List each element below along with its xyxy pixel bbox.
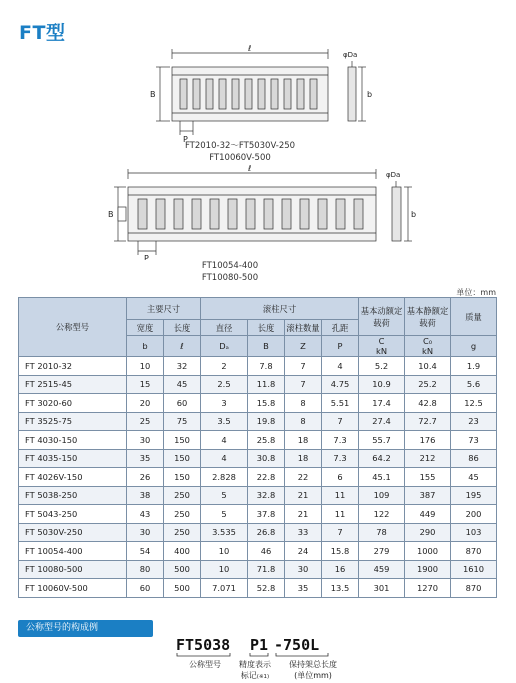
table-row [19, 431, 497, 450]
table-cell: 1900 [405, 560, 451, 579]
unit-mass: g [451, 336, 497, 357]
table-cell: 11 [322, 505, 359, 524]
table-cell: 5.6 [451, 375, 497, 394]
dim-b-label: B [108, 210, 114, 219]
table-cell: 5.2 [359, 357, 405, 376]
example-note-mark: (※1) [256, 674, 270, 680]
table-cell: 25.2 [405, 375, 451, 394]
table-cell: 30.8 [248, 449, 285, 468]
col-model: 公称型号 [19, 298, 127, 357]
table-cell-model: FT 10060V-500 [19, 579, 127, 598]
sym-c0-text: C₀ [422, 336, 433, 346]
dim-b-small-label: b [411, 210, 417, 219]
table-cell: 195 [451, 486, 497, 505]
example-code-length: -750L [274, 636, 320, 654]
table-cell: 155 [405, 468, 451, 487]
table-cell: 1610 [451, 560, 497, 579]
table-cell-model: FT 2010-32 [19, 357, 127, 376]
sym-da: Dₐ [201, 336, 248, 357]
table-cell: 26 [127, 468, 164, 487]
drawing1-caption-line2: FT10060V-500 [209, 153, 271, 163]
table-cell-model: FT 2515-45 [19, 375, 127, 394]
table-cell: 26.8 [248, 523, 285, 542]
table-row [19, 486, 497, 505]
col-roller-dims: 滚柱尺寸 [201, 298, 359, 320]
table-cell: 10.9 [359, 375, 405, 394]
table-cell: 4 [201, 431, 248, 450]
table-cell: 71.8 [248, 560, 285, 579]
example-label-length [280, 659, 346, 681]
table-cell: 5 [201, 486, 248, 505]
page-title: FT型 [19, 22, 66, 44]
table-cell: 7.3 [322, 449, 359, 468]
table-cell: 46 [248, 542, 285, 561]
table-cell-model: FT 4026V-150 [19, 468, 127, 487]
table-row [19, 375, 497, 394]
table-cell: 52.8 [248, 579, 285, 598]
table-cell-model: FT 5038-250 [19, 486, 127, 505]
table-cell: 870 [451, 579, 497, 598]
drawing1-caption [150, 140, 330, 164]
table-row [19, 542, 497, 561]
table-row [19, 357, 497, 376]
col-basic-dynamic: 基本动额定载荷 [359, 298, 405, 336]
table-cell: 250 [164, 486, 201, 505]
table-cell: 42.8 [405, 394, 451, 413]
table-cell: 25 [127, 412, 164, 431]
table-cell: 60 [127, 579, 164, 598]
table-cell: 80 [127, 560, 164, 579]
table-cell: 150 [164, 449, 201, 468]
table-cell: 1000 [405, 542, 451, 561]
table-cell: 2 [201, 357, 248, 376]
table-cell: 4 [201, 449, 248, 468]
table-cell: 150 [164, 431, 201, 450]
table-cell: 250 [164, 505, 201, 524]
table-cell-model: FT 10080-500 [19, 560, 127, 579]
dim-p-label: P [144, 254, 149, 260]
table-cell: 30 [127, 523, 164, 542]
table-cell: 122 [359, 505, 405, 524]
table-cell: 21 [285, 505, 322, 524]
table-cell: 500 [164, 560, 201, 579]
table-cell: 73 [451, 431, 497, 450]
table-cell: 38 [127, 486, 164, 505]
table-cell: 8 [285, 412, 322, 431]
sym-c [359, 336, 405, 357]
table-cell: 17.4 [359, 394, 405, 413]
unit-c: kN [376, 346, 388, 356]
table-row [19, 449, 497, 468]
table-cell: 5 [201, 505, 248, 524]
table-cell: 30 [127, 431, 164, 450]
col-main-dims: 主要尺寸 [127, 298, 201, 320]
table-row [19, 579, 497, 598]
table-row [19, 505, 497, 524]
table-cell-model: FT 5043-250 [19, 505, 127, 524]
col-count: 滚柱数量 [285, 320, 322, 336]
table-cell: 10 [127, 357, 164, 376]
table-cell: 15 [127, 375, 164, 394]
table-cell: 4.75 [322, 375, 359, 394]
table-cell: 870 [451, 542, 497, 561]
table-cell: 43 [127, 505, 164, 524]
col-roller-length: 长度 [248, 320, 285, 336]
table-cell: 15.8 [248, 394, 285, 413]
table-row [19, 523, 497, 542]
table-cell: 212 [405, 449, 451, 468]
dim-p-label: P [183, 135, 188, 144]
table-cell: 15.8 [322, 542, 359, 561]
drawing2-caption-line1: FT10054-400 [201, 261, 259, 271]
spec-table [18, 297, 497, 598]
table-cell: 72.7 [405, 412, 451, 431]
table-cell: 1270 [405, 579, 451, 598]
table-cell: 35 [285, 579, 322, 598]
table-cell: 400 [164, 542, 201, 561]
table-cell-model: FT 3525-75 [19, 412, 127, 431]
table-cell: 200 [451, 505, 497, 524]
table-cell: 13.5 [322, 579, 359, 598]
col-mass: 质量 [451, 298, 497, 336]
table-cell: 7 [285, 375, 322, 394]
table-cell: 27.4 [359, 412, 405, 431]
sym-B: B [248, 336, 285, 357]
table-cell: 25.8 [248, 431, 285, 450]
table-cell: 54 [127, 542, 164, 561]
table-cell: 86 [451, 449, 497, 468]
table-cell: 20 [127, 394, 164, 413]
table-cell-model: FT 4030-150 [19, 431, 127, 450]
unit-note: 单位：mm [456, 288, 496, 297]
dim-da-label: φDa [343, 51, 358, 59]
table-cell: 23 [451, 412, 497, 431]
spec-table-body [19, 357, 497, 598]
table-cell: 3.5 [201, 412, 248, 431]
col-width: 宽度 [127, 320, 164, 336]
example-code-model: FT5038 [176, 636, 231, 654]
table-cell: 3.535 [201, 523, 248, 542]
table-cell: 1.9 [451, 357, 497, 376]
col-pitch: 孔距 [322, 320, 359, 336]
table-cell: 45.1 [359, 468, 405, 487]
table-cell: 11.8 [248, 375, 285, 394]
table-cell: 19.8 [248, 412, 285, 431]
table-cell: 301 [359, 579, 405, 598]
example-label-length-line1: 保持架总长度 [289, 660, 337, 669]
table-cell: 7 [285, 357, 322, 376]
sym-l: ℓ [164, 336, 201, 357]
table-cell: 60 [164, 394, 201, 413]
ft-cage-drawing-small [150, 45, 380, 145]
table-cell: 7.071 [201, 579, 248, 598]
unit-c0: kN [422, 346, 434, 356]
table-cell: 387 [405, 486, 451, 505]
table-cell: 18 [285, 449, 322, 468]
table-row [19, 412, 497, 431]
dim-b-small-label: b [367, 90, 373, 99]
example-label-length-line2: (单位mm) [294, 671, 332, 680]
table-cell: 33 [285, 523, 322, 542]
table-cell: 8 [285, 394, 322, 413]
table-cell: 5.51 [322, 394, 359, 413]
table-cell: 22.8 [248, 468, 285, 487]
table-cell: 22 [285, 468, 322, 487]
sym-b: b [127, 336, 164, 357]
col-basic-static: 基本静额定载荷 [405, 298, 451, 336]
sym-c0 [405, 336, 451, 357]
table-cell-model: FT 4035-150 [19, 449, 127, 468]
table-cell: 55.7 [359, 431, 405, 450]
table-cell-model: FT 5030V-250 [19, 523, 127, 542]
table-cell: 78 [359, 523, 405, 542]
table-cell: 45 [451, 468, 497, 487]
sym-p: P [322, 336, 359, 357]
table-cell-model: FT 3020-60 [19, 394, 127, 413]
table-cell: 12.5 [451, 394, 497, 413]
table-cell: 24 [285, 542, 322, 561]
table-cell: 75 [164, 412, 201, 431]
table-cell: 176 [405, 431, 451, 450]
table-row [19, 468, 497, 487]
table-cell: 7 [322, 412, 359, 431]
table-cell: 11 [322, 486, 359, 505]
table-cell: 3 [201, 394, 248, 413]
table-row [19, 394, 497, 413]
table-cell: 37.8 [248, 505, 285, 524]
table-cell: 7.3 [322, 431, 359, 450]
table-cell: 30 [285, 560, 322, 579]
table-cell-model: FT 10054-400 [19, 542, 127, 561]
table-cell: 449 [405, 505, 451, 524]
table-cell: 21 [285, 486, 322, 505]
table-cell: 10 [201, 560, 248, 579]
table-cell: 2.5 [201, 375, 248, 394]
table-cell: 4 [322, 357, 359, 376]
table-cell: 10 [201, 542, 248, 561]
example-heading: 公称型号的构成例 [18, 620, 153, 637]
table-cell: 459 [359, 560, 405, 579]
table-cell: 32 [164, 357, 201, 376]
sym-c-text: C [378, 336, 385, 346]
sym-z: Z [285, 336, 322, 357]
example-label-model: 公称型号 [189, 660, 221, 669]
table-cell: 10.4 [405, 357, 451, 376]
table-cell: 500 [164, 579, 201, 598]
ft-cage-drawing-large [108, 165, 418, 260]
table-cell: 45 [164, 375, 201, 394]
col-diameter: 直径 [201, 320, 248, 336]
table-cell: 250 [164, 523, 201, 542]
dim-l-label: ℓ [248, 45, 252, 53]
dim-da-label: φDa [386, 171, 401, 179]
table-cell: 279 [359, 542, 405, 561]
drawing1-caption-line1: FT2010-32～FT5030V-250 [184, 141, 296, 151]
table-cell: 109 [359, 486, 405, 505]
col-length: 长度 [164, 320, 201, 336]
example-label-precision [232, 659, 278, 683]
example-code-precision: P1 [250, 636, 269, 654]
table-cell: 6 [322, 468, 359, 487]
example-label-precision-line1: 精度表示 [239, 660, 271, 669]
table-row [19, 560, 497, 579]
table-cell: 35 [127, 449, 164, 468]
dim-b-label: B [150, 90, 156, 99]
drawing2-caption-line2: FT10080-500 [201, 273, 259, 283]
drawing2-caption [170, 260, 290, 284]
dim-l-label: ℓ [248, 165, 252, 173]
table-cell: 290 [405, 523, 451, 542]
table-cell: 18 [285, 431, 322, 450]
table-cell: 16 [322, 560, 359, 579]
table-cell: 64.2 [359, 449, 405, 468]
table-cell: 32.8 [248, 486, 285, 505]
table-cell: 7 [322, 523, 359, 542]
table-cell: 150 [164, 468, 201, 487]
example-label-precision-line2: 标记 [240, 671, 257, 680]
table-cell: 7.8 [248, 357, 285, 376]
table-cell: 103 [451, 523, 497, 542]
table-cell: 2.828 [201, 468, 248, 487]
